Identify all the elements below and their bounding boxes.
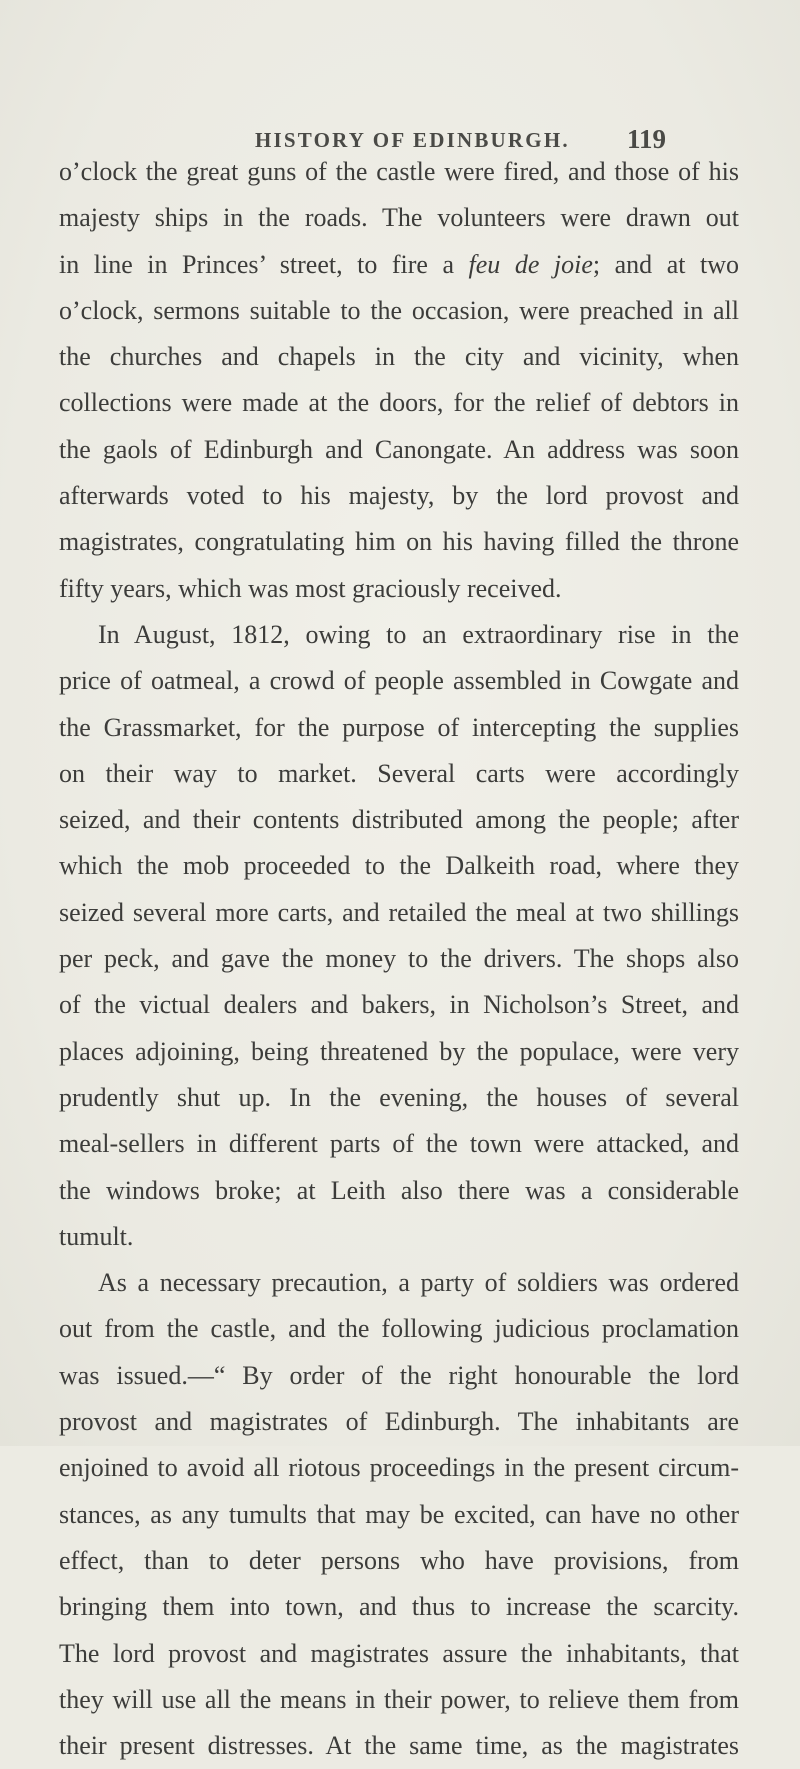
text-line: enjoined to avoid all riotous proceedings in the present circum-: [59, 1453, 739, 1483]
text-line: stances, as any tumults that may be excited, can have no other: [59, 1499, 739, 1529]
text-line: they will use all the means in their power, to relieve them from: [59, 1684, 739, 1714]
text-line: magistrates, congratulating him on his having filled the throne: [59, 527, 739, 557]
page-number: 119: [627, 124, 667, 154]
text-line: seized, and their contents distributed among the people; after: [59, 805, 739, 835]
text-line: prudently shut up. In the evening, the houses of several: [59, 1082, 739, 1112]
text-line: provost and magistrates of Edinburgh. The inhabitants are: [59, 1407, 739, 1437]
text-line: meal-sellers in different parts of the town were attacked, and: [59, 1129, 739, 1159]
text-line: tumult.: [59, 1221, 134, 1251]
text-line: which the mob proceeded to the Dalkeith road, where they: [59, 851, 739, 881]
text-line: the churches and chapels in the city and vicinity, when: [59, 342, 739, 372]
text-line: their present distresses. At the same time, as the magistrates: [59, 1731, 739, 1761]
text-line: As a necessary precaution, a party of soldiers was ordered: [98, 1268, 739, 1298]
text-line: the gaols of Edinburgh and Canongate. An address was soon: [59, 434, 739, 464]
text-line: majesty ships in the roads. The volunteers were drawn out: [59, 203, 739, 233]
text-line: in line in Princes’ street, to fire a feu de joie; and at two: [59, 249, 739, 279]
text-line: o’clock, sermons suitable to the occasion, were preached in all: [59, 295, 739, 325]
text-line: seized several more carts, and retailed the meal at two shillings: [59, 897, 739, 927]
text-line: In August, 1812, owing to an extraordinary rise in the: [98, 619, 739, 649]
text-line: bringing them into town, and thus to increase the scarcity.: [59, 1592, 739, 1622]
text-line: was issued.—“ By order of the right honourable the lord: [59, 1360, 739, 1390]
body-text: [59, 149, 739, 1769]
text-line: fifty years, which was most graciously received.: [59, 573, 562, 603]
text-line: places adjoining, being threatened by the populace, were very: [59, 1036, 739, 1066]
text-line: the Grassmarket, for the purpose of intercepting the supplies: [59, 712, 739, 742]
text-line: afterwards voted to his majesty, by the lord provost and: [59, 481, 739, 511]
text-line: o’clock the great guns of the castle were fired, and those of his: [59, 157, 739, 186]
italic-phrase: feu de joie: [468, 249, 593, 279]
text-line: The lord provost and magistrates assure the inhabitants, that: [59, 1638, 739, 1668]
text-line: per peck, and gave the money to the drivers. The shops also: [59, 944, 739, 974]
running-head: HISTORY OF EDINBURGH.: [255, 128, 570, 152]
text-line: on their way to market. Several carts were accordingly: [59, 758, 739, 788]
text-line: out from the castle, and the following judicious proclamation: [59, 1314, 739, 1344]
text-line: collections were made at the doors, for the relief of debtors in: [59, 388, 739, 418]
text-line: effect, than to deter persons who have provisions, from: [59, 1545, 739, 1575]
text-line: of the victual dealers and bakers, in Nicholson’s Street, and: [59, 990, 739, 1020]
text-line: price of oatmeal, a crowd of people assembled in Cowgate and: [59, 666, 739, 696]
text-line: the windows broke; at Leith also there was a considerable: [59, 1175, 739, 1205]
